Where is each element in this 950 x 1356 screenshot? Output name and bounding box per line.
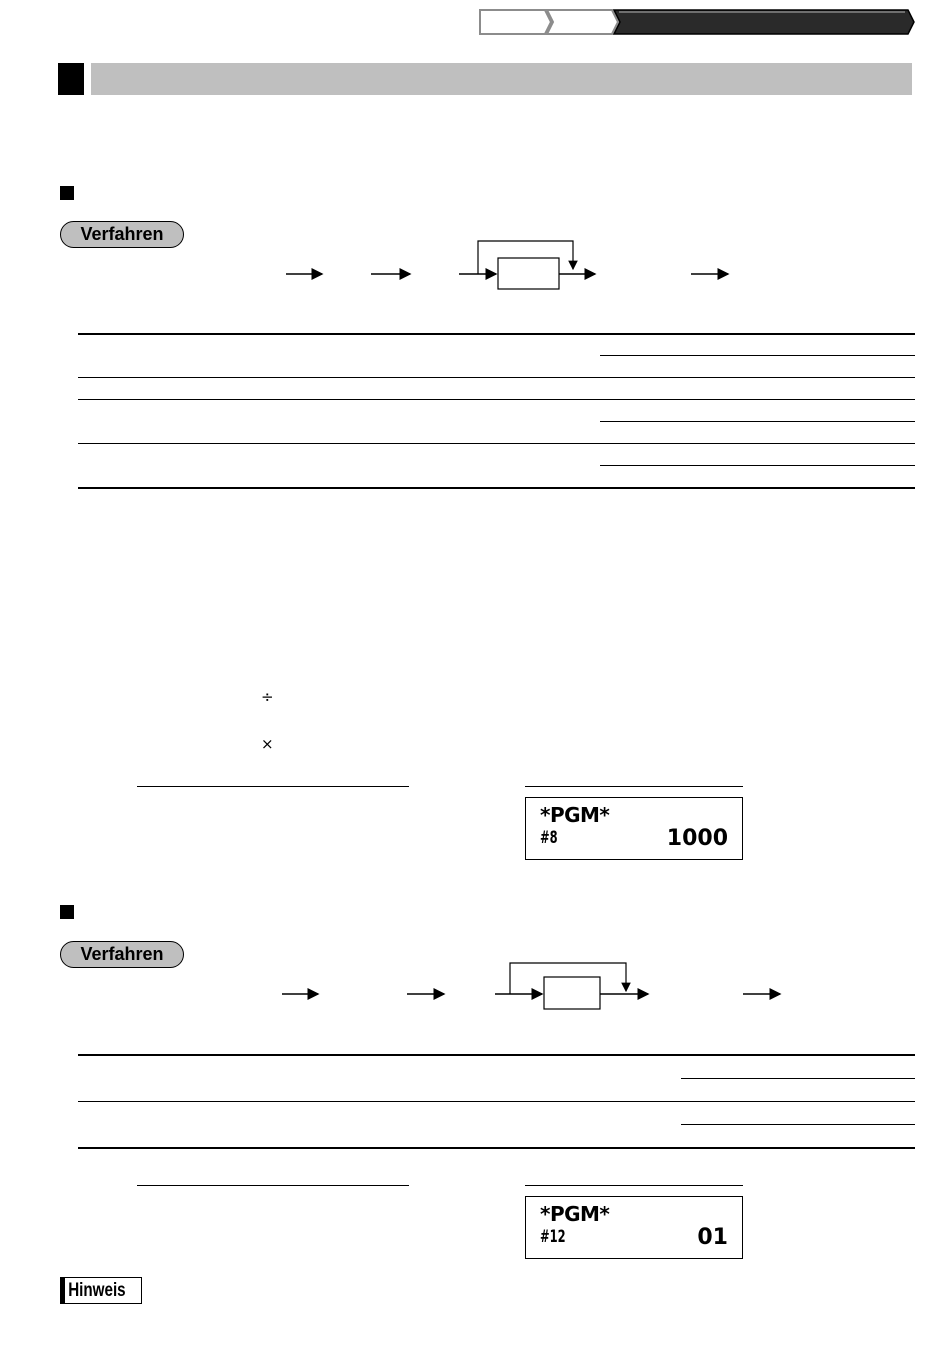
display-2-code: #12: [540, 1227, 566, 1247]
table-2-rule: [681, 1124, 915, 1125]
example-2-key-rule: [137, 1185, 409, 1186]
procedure-flow-2: [270, 955, 800, 1015]
display-1-value: 1000: [666, 826, 728, 851]
table-1-rule: [600, 465, 915, 466]
divide-symbol: ÷: [261, 688, 274, 706]
display-1-header: *PGM*: [540, 803, 610, 827]
subsection-marker-2: [60, 905, 74, 919]
procedure-badge-1: Verfahren: [60, 221, 184, 248]
note-badge: [60, 1277, 142, 1304]
procedure-badge-2: Verfahren: [60, 941, 184, 968]
table-2-rule: [681, 1078, 915, 1079]
display-1: [525, 786, 743, 860]
subsection-marker-1: [60, 186, 74, 200]
multiply-symbol: ×: [261, 735, 274, 753]
step-indicator: [479, 8, 915, 36]
note-label: Hinweis: [68, 1279, 126, 1301]
table-1-bottom-rule: [78, 487, 915, 489]
display-1-code: #8: [540, 828, 558, 848]
section-marker: [58, 63, 84, 95]
table-2-bottom-rule: [78, 1147, 915, 1149]
section-title-bar: [91, 63, 912, 95]
example-1-key-rule: [137, 786, 409, 787]
table-2-top-rule: [78, 1054, 915, 1056]
table-1-rule: [600, 355, 915, 356]
procedure-flow-1: [270, 235, 750, 295]
table-1-rule: [78, 443, 915, 444]
display-2-value: 01: [697, 1225, 728, 1250]
table-1-rule: [78, 377, 915, 378]
table-2-rule: [78, 1101, 915, 1102]
table-1-rule: [600, 421, 915, 422]
display-2-header: *PGM*: [540, 1202, 610, 1226]
table-1-rule: [78, 399, 915, 400]
table-1-top-rule: [78, 333, 915, 335]
display-2: [525, 1185, 743, 1259]
